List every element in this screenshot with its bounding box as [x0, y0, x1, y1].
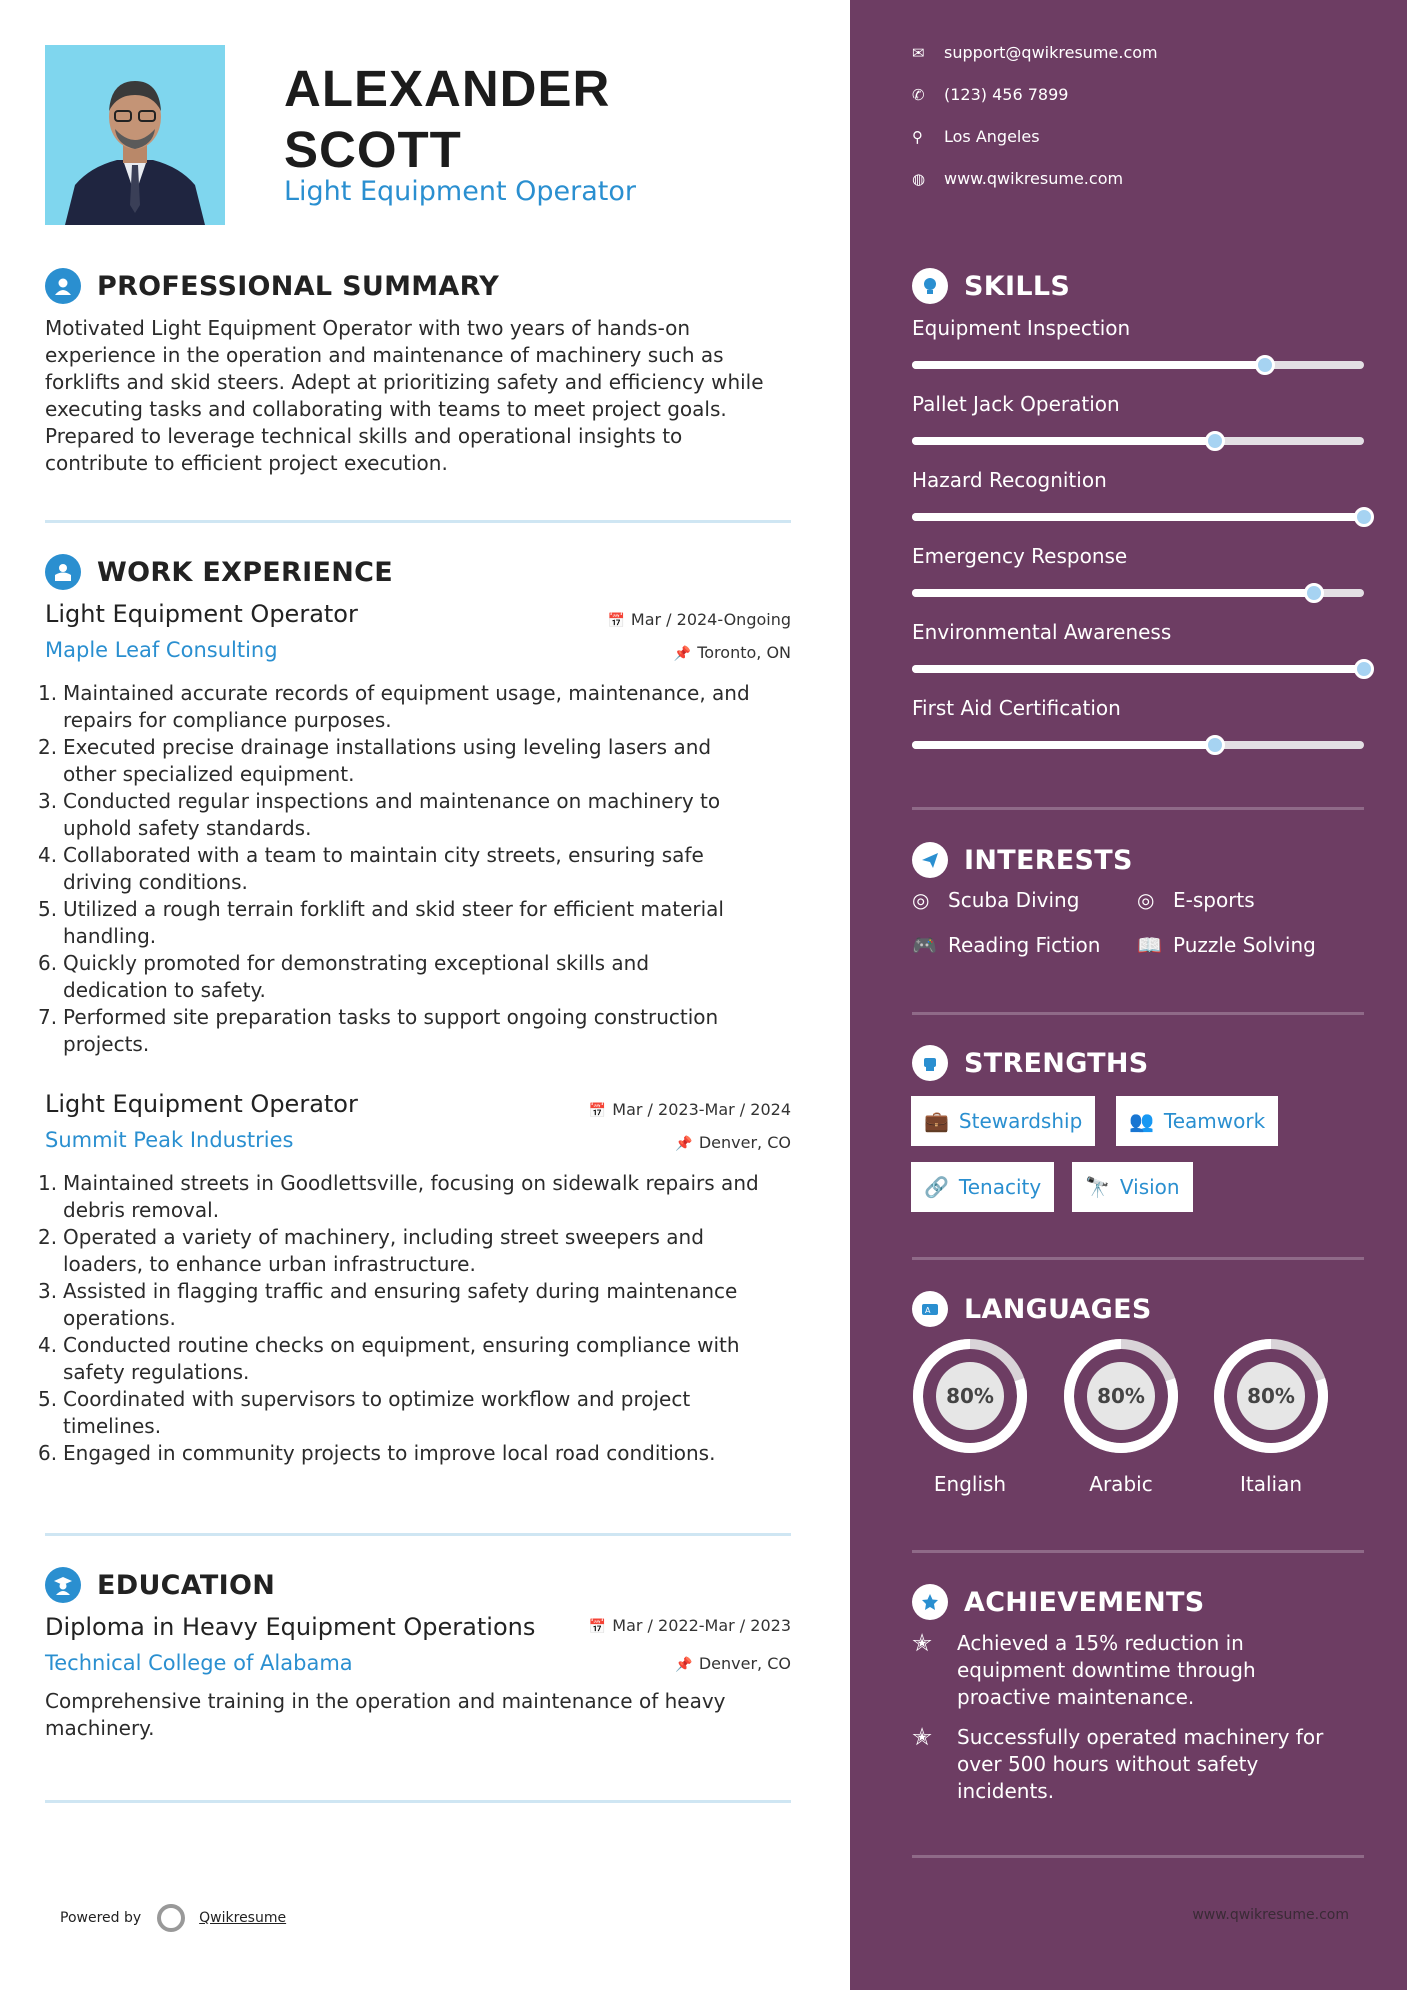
- job-duties: [38, 680, 798, 1058]
- skill-label: Emergency Response: [912, 544, 1128, 568]
- language-percent: 80%: [946, 1384, 994, 1408]
- item-line: Quickly promoted for demonstrating exceptional skills and: [63, 951, 650, 975]
- education-dates: [589, 1616, 791, 1635]
- skill-label: Environmental Awareness: [912, 620, 1172, 644]
- skill-bar-fill: [912, 665, 1364, 673]
- summary-heading: [45, 268, 499, 304]
- item-number: 3.: [38, 789, 58, 813]
- achievement-line: Successfully operated machinery for: [957, 1725, 1324, 1749]
- list-item: [38, 1278, 798, 1332]
- strength-chip: [911, 1162, 1054, 1212]
- job-location: [674, 643, 791, 662]
- work-heading: [45, 554, 393, 590]
- list-item: [38, 1224, 798, 1278]
- briefcase-user-icon: [45, 554, 81, 590]
- name-line-2: SCOTT: [284, 121, 462, 178]
- strengths-heading: [912, 1045, 1149, 1081]
- item-number: 3.: [38, 1279, 58, 1303]
- powered-by-label: Powered by: [60, 1910, 142, 1926]
- interest-label: Scuba Diving: [948, 888, 1080, 912]
- strength-label: Stewardship: [958, 1109, 1083, 1133]
- achievements-title: ACHIEVEMENTS: [964, 1586, 1205, 1618]
- list-item: [38, 1332, 798, 1386]
- item-line: Collaborated with a team to maintain city streets, ensuring safe: [63, 843, 704, 867]
- list-item: [38, 1004, 798, 1058]
- item-line: Utilized a rough terrain forklift and skid steer for efficient material: [63, 897, 724, 921]
- pin-icon: 📌: [675, 1657, 693, 1673]
- graduate-icon: [45, 1567, 81, 1603]
- strengths-title: STRENGTHS: [964, 1047, 1149, 1079]
- divider: [45, 1800, 791, 1803]
- skills-title: SKILLS: [964, 270, 1071, 302]
- achievement-line: incidents.: [957, 1779, 1055, 1803]
- education-dates-text: Mar / 2022-Mar / 2023: [612, 1616, 791, 1635]
- language-ring: [1210, 1335, 1332, 1457]
- link-icon: 🔗: [924, 1175, 949, 1199]
- item-line: driving conditions.: [63, 870, 248, 894]
- user-icon: [45, 268, 81, 304]
- map-marker-icon: ⚲: [912, 127, 923, 146]
- strength-chip: [911, 1096, 1095, 1146]
- work-title: WORK EXPERIENCE: [97, 556, 393, 588]
- item-number: 2.: [38, 735, 58, 759]
- degree-title: Diploma in Heavy Equipment Operations: [45, 1613, 536, 1641]
- achievement-line: Achieved a 15% reduction in: [957, 1631, 1244, 1655]
- language-ring: [1060, 1335, 1182, 1457]
- job-title: Light Equipment Operator: [45, 1090, 358, 1118]
- skill-bar: [912, 361, 1364, 369]
- strength-chip: [1116, 1096, 1278, 1146]
- phone-text: (123) 456 7899: [944, 85, 1069, 104]
- globe-icon: ◍: [912, 169, 926, 188]
- skill-level-knob: [1354, 659, 1374, 679]
- briefcase-icon: 💼: [924, 1109, 949, 1133]
- education-line: Comprehensive training in the operation and maintenance of heavy: [45, 1689, 726, 1713]
- divider: [912, 1550, 1364, 1553]
- language-name: Italian: [1239, 1472, 1303, 1496]
- skill-bar-fill: [912, 437, 1215, 445]
- calendar-icon: 📅: [607, 613, 625, 629]
- divider: [45, 520, 791, 523]
- skill-level-knob: [1205, 431, 1225, 451]
- item-line: timelines.: [63, 1414, 162, 1438]
- job-dates: [589, 1100, 791, 1119]
- skill-label: Hazard Recognition: [912, 468, 1107, 492]
- summary-line: Prepared to leverage technical skills and operational insights to: [45, 424, 683, 448]
- interest-item: [912, 933, 1100, 957]
- envelope-icon: ✉: [912, 43, 925, 62]
- pin-icon: 📌: [675, 1136, 693, 1152]
- item-line: debris removal.: [63, 1198, 220, 1222]
- job-location: [675, 1133, 791, 1152]
- summary-line: contribute to efficient project execution.: [45, 451, 448, 475]
- location-text: Los Angeles: [944, 127, 1040, 146]
- summary-line: executing tasks and collaborating with teams to meet project goals.: [45, 397, 727, 421]
- gamepad-icon: 🎮: [912, 933, 937, 957]
- list-item: [38, 896, 798, 950]
- strength-label: Teamwork: [1163, 1109, 1266, 1133]
- job-title: Light Equipment Operator: [45, 600, 358, 628]
- job-location-text: Denver, CO: [698, 1133, 791, 1152]
- item-line: Maintained streets in Goodlettsville, focusing on sidewalk repairs and: [63, 1171, 759, 1195]
- item-number: 5.: [38, 1387, 58, 1411]
- skill-level-knob: [1354, 507, 1374, 527]
- school-name: Technical College of Alabama: [45, 1651, 353, 1675]
- item-line: dedication to safety.: [63, 978, 266, 1002]
- list-item: [38, 842, 798, 896]
- skill-bar: [912, 513, 1364, 521]
- summary-line: forklifts and skid steers. Adept at prioritizing safety and efficiency while: [45, 370, 764, 394]
- company-name: Maple Leaf Consulting: [45, 638, 278, 662]
- languages-heading: [912, 1291, 1152, 1327]
- interest-item: [912, 888, 1079, 912]
- contact-email[interactable]: [912, 43, 1158, 62]
- shooting-star-icon: ✭: [912, 1723, 933, 1751]
- summary-title: PROFESSIONAL SUMMARY: [97, 270, 500, 302]
- candidate-name: [284, 58, 610, 180]
- footer-url[interactable]: www.qwikresume.com: [1192, 1907, 1349, 1923]
- life-ring-icon: ◎: [1137, 888, 1155, 912]
- item-line: operations.: [63, 1306, 176, 1330]
- item-line: Engaged in community projects to improve local road conditions.: [63, 1441, 716, 1465]
- summary-text: [45, 315, 795, 477]
- item-line: safety regulations.: [63, 1360, 250, 1384]
- list-item: [38, 734, 798, 788]
- achievement-item: [912, 1724, 1372, 1805]
- job-dates: [607, 610, 791, 629]
- item-line: handling.: [63, 924, 157, 948]
- skill-bar: [912, 437, 1364, 445]
- job-location-text: Toronto, ON: [697, 643, 791, 662]
- summary-line: experience in the operation and maintenance of machinery such as: [45, 343, 724, 367]
- fist-icon: [912, 1045, 948, 1081]
- candidate-role: Light Equipment Operator: [284, 176, 636, 207]
- divider: [912, 1855, 1364, 1858]
- item-number: 4.: [38, 1333, 58, 1357]
- item-number: 6.: [38, 1441, 58, 1465]
- item-line: projects.: [63, 1032, 150, 1056]
- company-name: Summit Peak Industries: [45, 1128, 294, 1152]
- paper-plane-icon: [912, 842, 948, 878]
- interest-label: Reading Fiction: [948, 933, 1101, 957]
- education-heading: [45, 1567, 275, 1603]
- education-location: [675, 1654, 791, 1673]
- item-line: other specialized equipment.: [63, 762, 355, 786]
- list-item: [38, 1170, 798, 1224]
- list-item: [38, 950, 798, 1004]
- item-line: Coordinated with supervisors to optimize workflow and project: [63, 1387, 691, 1411]
- website-text: www.qwikresume.com: [944, 169, 1124, 188]
- education-title: EDUCATION: [97, 1569, 276, 1601]
- achievements-heading: [912, 1584, 1205, 1620]
- education-location-text: Denver, CO: [698, 1654, 791, 1673]
- skills-heading: [912, 268, 1070, 304]
- language-name: English: [933, 1472, 1007, 1496]
- achievement-line: over 500 hours without safety: [957, 1752, 1259, 1776]
- life-ring-icon: ◎: [912, 888, 930, 912]
- language-ring: [909, 1335, 1031, 1457]
- item-number: 1.: [38, 681, 58, 705]
- contact-location: [912, 127, 1040, 146]
- item-line: Conducted routine checks on equipment, ensuring compliance with: [63, 1333, 740, 1357]
- achievement-line: equipment downtime through: [957, 1658, 1256, 1682]
- strength-label: Tenacity: [958, 1175, 1042, 1199]
- contact-website[interactable]: [912, 169, 1123, 188]
- skill-bar: [912, 741, 1364, 749]
- job-duties: [38, 1170, 798, 1467]
- interests-title: INTERESTS: [964, 844, 1133, 876]
- name-line-1: ALEXANDER: [284, 60, 611, 117]
- item-line: uphold safety standards.: [63, 816, 312, 840]
- interest-label: E-sports: [1173, 888, 1255, 912]
- skill-bar: [912, 665, 1364, 673]
- skill-bar-fill: [912, 741, 1215, 749]
- achievement-line: proactive maintenance.: [957, 1685, 1195, 1709]
- item-line: Operated a variety of machinery, including street sweepers and: [63, 1225, 704, 1249]
- skill-bar-fill: [912, 361, 1265, 369]
- contact-phone[interactable]: [912, 85, 1068, 104]
- skill-label: Pallet Jack Operation: [912, 392, 1120, 416]
- achievement-item: [912, 1630, 1372, 1711]
- divider: [912, 807, 1364, 810]
- profile-photo: [45, 45, 225, 225]
- divider: [45, 1533, 791, 1536]
- svg-text:A: A: [925, 1306, 931, 1315]
- item-number: 4.: [38, 843, 58, 867]
- skill-label: First Aid Certification: [912, 696, 1121, 720]
- job-dates-text: Mar / 2023-Mar / 2024: [612, 1100, 791, 1119]
- language-icon: [912, 1291, 948, 1327]
- language-percent: 80%: [1247, 1384, 1295, 1408]
- skill-level-knob: [1255, 355, 1275, 375]
- divider: [912, 1012, 1364, 1015]
- job-dates-text: Mar / 2024-Ongoing: [630, 610, 791, 629]
- item-line: Executed precise drainage installations using leveling lasers and: [63, 735, 712, 759]
- item-line: Performed site preparation tasks to support ongoing construction: [63, 1005, 719, 1029]
- users-icon: 👥: [1129, 1109, 1154, 1133]
- item-number: 5.: [38, 897, 58, 921]
- divider: [912, 1257, 1364, 1260]
- interest-item: [1137, 888, 1255, 912]
- interest-item: [1137, 933, 1316, 957]
- skill-bar-fill: [912, 513, 1364, 521]
- item-number: 2.: [38, 1225, 58, 1249]
- lightbulb-icon: [912, 268, 948, 304]
- education-line: machinery.: [45, 1716, 155, 1740]
- skill-bar-fill: [912, 589, 1314, 597]
- list-item: [38, 1386, 798, 1440]
- calendar-icon: 📅: [588, 1103, 607, 1119]
- languages-title: LANGUAGES: [964, 1293, 1152, 1325]
- skill-label: Equipment Inspection: [912, 316, 1131, 340]
- list-item: [38, 680, 798, 734]
- language-name: Arabic: [1089, 1472, 1153, 1496]
- language-percent: 80%: [1097, 1384, 1145, 1408]
- interest-label: Puzzle Solving: [1173, 933, 1316, 957]
- item-number: 6.: [38, 951, 58, 975]
- qwikresume-logo-icon: [157, 1904, 185, 1932]
- pin-icon: 📌: [673, 646, 692, 662]
- book-icon: 📖: [1137, 933, 1162, 957]
- list-item: [38, 1440, 798, 1467]
- shooting-star-icon: ✭: [912, 1629, 933, 1657]
- item-line: Assisted in flagging traffic and ensuring safety during maintenance: [63, 1279, 738, 1303]
- calendar-icon: 📅: [588, 1619, 607, 1635]
- email-text: support@qwikresume.com: [944, 43, 1158, 62]
- star-icon: [912, 1584, 948, 1620]
- item-number: 7.: [38, 1005, 58, 1029]
- item-line: Conducted regular inspections and maintenance on machinery to: [63, 789, 721, 813]
- strength-label: Vision: [1119, 1175, 1180, 1199]
- skill-level-knob: [1205, 735, 1225, 755]
- item-line: loaders, to enhance urban infrastructure.: [63, 1252, 476, 1276]
- summary-line: Motivated Light Equipment Operator with two years of hands-on: [45, 316, 691, 340]
- skill-bar: [912, 589, 1364, 597]
- powered-by: [60, 1904, 286, 1932]
- strength-chip: [1072, 1162, 1193, 1212]
- education-description: [45, 1688, 795, 1742]
- item-line: repairs for compliance purposes.: [63, 708, 392, 732]
- brand-link[interactable]: Qwikresume: [199, 1910, 287, 1926]
- item-line: Maintained accurate records of equipment usage, maintenance, and: [63, 681, 750, 705]
- list-item: [38, 788, 798, 842]
- phone-icon: ✆: [912, 85, 925, 104]
- binoculars-icon: 🔭: [1085, 1175, 1110, 1199]
- interests-heading: [912, 842, 1133, 878]
- item-number: 1.: [38, 1171, 58, 1195]
